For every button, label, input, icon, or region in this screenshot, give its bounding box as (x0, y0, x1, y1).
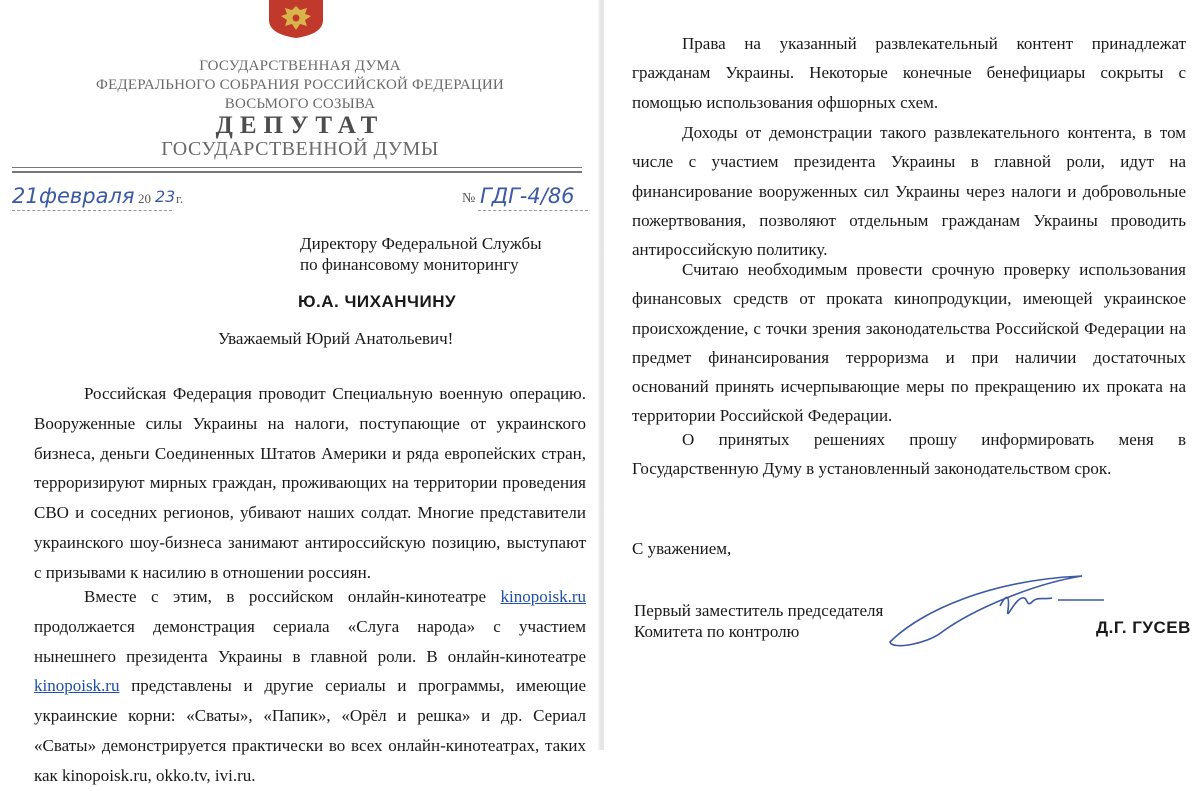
letterhead-line-3: ВОСЬМОГО СОЗЫВА (224, 96, 376, 112)
body-paragraph-3: Права на указанный развлекательный контент принадлежат гражданам Украины. Некоторые конечные бенефициары сокрыты с помощью использования офшорных схем. (632, 34, 1186, 112)
date-year-prefix: 20 (138, 191, 151, 206)
date-day: 21 (12, 184, 39, 208)
date-year: 23 (155, 187, 176, 206)
coat-of-arms-icon (265, 0, 327, 38)
letterhead-line-1: ГОСУДАРСТВЕННАЯ ДУМА (199, 58, 401, 74)
body-paragraph-4: Доходы от демонстрации такого развлекательного контента, в том числе с участием президента Украины в главной роли, идут на финансирование вооруженных сил Украины через налоги и добровольные пожертвования, позволяют отдельным гражданам Украины проводить антироссийскую политику. (632, 123, 1186, 260)
signatory-name: Д.Г. ГУСЕВ (1096, 618, 1191, 637)
reference-value: ГДГ-4/86 (480, 184, 575, 208)
letterhead-title: ДЕПУТАТ (215, 112, 385, 139)
letter-page-left (0, 0, 600, 785)
reference-number (462, 184, 592, 214)
letter-date (12, 184, 212, 214)
date-month: февраля (39, 184, 135, 208)
addressee-line-2: по финансовому мониторингу (300, 255, 519, 274)
paragraph-2-text-b: продолжается демонстрация сериала «Слуга народа» с участием нынешнего президента Украины в главной роли. В онлайн-кинотеатре (34, 616, 586, 666)
body-paragraph-5: Считаю необходимым провести срочную проверку использования финансовых средств от проката кинопродукции, имеющей украинское происхождение, с точки зрения законодательства Российской Федерации на предмет финансирования терроризма и при наличии достаточных оснований принять исчерпывающие меры по прекращению их проката на территории Российской Федерации. (632, 260, 1186, 426)
kinopoisk-link-1[interactable]: kinopoisk.ru (500, 587, 586, 606)
paragraph-2-text-a: Вместе с этим, в российском онлайн-кинотеатре (84, 587, 501, 606)
paragraph-2-text-c: представлены и другие сериалы и программы, имеющие украинские корни: «Сваты», «Папик», «Орёл и решка» и др. Сериал «Сваты» демонстрируется практически во всех онлайн-кинотеатрах, таких как kinopoisk.ru, okko.tv, ivi.ru. (34, 676, 586, 785)
letterhead-line-2: ФЕДЕРАЛЬНОГО СОБРАНИЯ РОССИЙСКОЙ ФЕДЕРАЦИИ (96, 77, 504, 93)
body-paragraph-1: Российская Федерация проводит Специальную военную операцию. Вооруженные силы Украины на налоги, поступающие от украинского бизнеса, деньги Соединенных Штатов Америки и ряда европейских стран, терроризируют мирных граждан, проживающих на территории проведения СВО и соседних регионов, убивают наших солдат. Многие представители украинского шоу-бизнеса занимают антироссийскую позицию, выступают с призывами к насилию в отношении россиян. (34, 384, 586, 582)
letterhead-divider (12, 167, 582, 168)
salutation: Уважаемый Юрий Анатольевич! (218, 329, 454, 348)
body-paragraph-2 (34, 582, 586, 791)
kinopoisk-link-2[interactable]: kinopoisk.ru (34, 676, 120, 696)
signature-icon (882, 570, 1112, 660)
addressee-name: Ю.А. ЧИХАНЧИНУ (298, 292, 457, 311)
letter-page-right (604, 0, 1200, 750)
reference-underline (478, 210, 588, 211)
addressee-line-1: Директору Федеральной Службы (300, 234, 542, 253)
signatory-title-line-2: Комитета по контролю (634, 622, 800, 641)
closing-regards: С уважением, (632, 539, 732, 558)
date-underline (12, 210, 172, 211)
signatory-title-line-1: Первый заместитель председателя (634, 601, 884, 620)
reference-prefix: № (462, 191, 476, 206)
letterhead-divider-thick (12, 171, 582, 173)
date-suffix: г. (176, 191, 184, 206)
letterhead-subtitle: ГОСУДАРСТВЕННОЙ ДУМЫ (161, 138, 439, 160)
body-paragraph-6: О принятых решениях прошу информировать меня в Государственную Думу в установленный законодательством срок. (632, 430, 1186, 479)
